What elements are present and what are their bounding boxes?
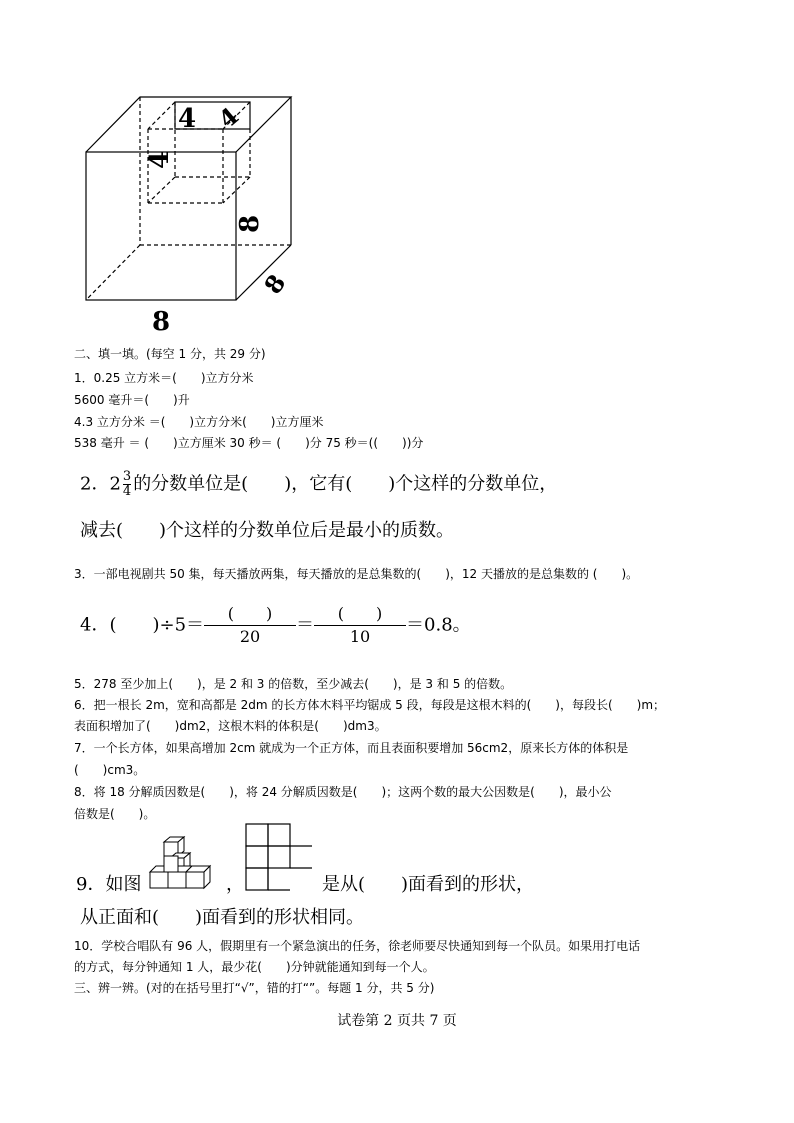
q2-fraction [123,470,131,499]
q1-line2: 5600 毫升＝( )升 [74,393,190,407]
q7-line2: ( )cm3。 [74,763,146,777]
q2-frac-num: 3 [122,469,132,484]
q5-line: 5．278 至少加上( )，是 2 和 3 的倍数，至少减去( )，是 3 和 5 的倍数。 [74,677,513,691]
q1-line3: 4.3 立方分米 ＝( )立方分米( )立方厘米 [74,415,324,429]
q4-f2-num: ( ) [337,604,383,623]
inner-left-diag [148,102,175,129]
inner-depth-label: 4 [212,101,245,135]
q9-post: 是从( )面看到的形状， [322,874,535,895]
q4-equals: ＝ [296,614,315,636]
q1-line1: 1．0.25 立方米＝( )立方分米 [74,371,254,385]
grid-view-figure [244,822,314,894]
q2-frac-den: 4 [122,484,132,499]
section2-heading: 二、填一填。(每空 1 分，共 29 分) [74,347,266,361]
q9-prefix: 9．如图 [76,874,142,895]
q3-line: 3．一部电视剧共 50 集，每天播放两集，每天播放的是总集数的( )，12 天播放的是总集数的 ( )。 [74,567,639,581]
q4-prefix: 4．( )÷5＝ [80,614,205,636]
q8-line1: 8．将 18 分解质因数是( )，将 24 分解质因数是( )；这两个数的最大公因数是( )，最小公 [74,785,612,799]
q4-fraction-1 [204,603,296,648]
q2-line2: 减去( )个这样的分数单位后是最小的质数。 [80,520,455,541]
q4-post: ＝0.8。 [406,614,471,636]
q2-line1 [80,470,557,499]
inner-top-label: 4 [178,104,197,134]
q1-line4: 538 毫升 ＝ ( )立方厘米 30 秒＝ ( )分 75 秒＝(( ))分 [74,436,424,450]
inner-bottom-left-diag [148,177,175,203]
q9-comma: ， [226,874,244,895]
section3-heading: 三、辨一辨。(对的在括号里打“√”，错的打“”。每题 1 分，共 5 分) [74,981,435,995]
q2-prefix: 2．2 [80,473,121,495]
inner-side-label: 4 [145,150,175,169]
outer-hidden-diagonal [86,245,140,300]
q6-line2: 表面积增加了( )dm2，这根木料的体积是( )dm3。 [74,719,387,733]
q4-f1-num: ( ) [227,604,273,623]
q4-f1-den: 20 [239,627,261,646]
outer-width-label: 8 [152,307,171,337]
outer-height-label: 8 [235,214,265,233]
q9-line2: 从正面和( )面看到的形状相同。 [80,907,365,928]
q8-line2: 倍数是( )。 [74,807,156,821]
q7-line1: 7．一个长方体，如果高增加 2cm 就成为一个正方体，而且表面积要增加 56cm2，原来长方体的体积是 [74,741,629,755]
q4-line [80,603,471,648]
outer-depth-label: 8 [257,268,292,300]
q10-line2: 的方式，每分钟通知 1 人，最少花( )分钟就能通知到每一个人。 [74,960,435,974]
page-footer: 试卷第 2 页共 7 页 [337,1013,457,1029]
q4-fraction-2 [314,603,406,648]
cube-figure [70,85,310,340]
block-stack-figure [146,834,216,892]
q6-line1: 6．把一根长 2m，宽和高都是 2dm 的长方体木料平均锯成 5 段，每段是这根木料的( )，每段长( )m； [74,698,666,712]
q2-post: 的分数单位是( )，它有( )个这样的分数单位， [133,473,558,495]
q4-f2-den: 10 [349,627,371,646]
q10-line1: 10．学校合唱队有 96 人，假期里有一个紧急演出的任务，徐老师要尽快通知到每一个队员。如果用打电话 [74,939,641,953]
